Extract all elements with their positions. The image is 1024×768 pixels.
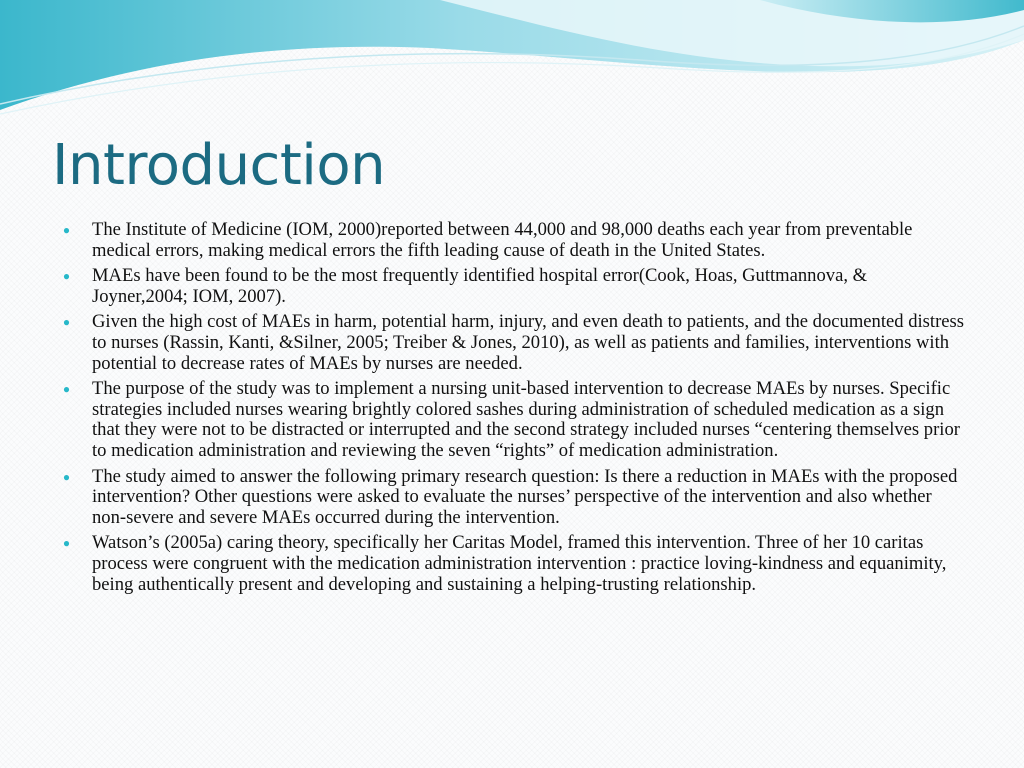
bullet-item	[60, 533, 965, 595]
bullet-icon: ●	[62, 269, 71, 284]
bullet-text: The purpose of the study was to implement a nursing unit-based intervention to decrease MAEs by nurses. Specific strategies included nurses wearing brightly colored sashes during administration of scheduled medication as a sign that they were not to be distracted or interrupted and the second strategy included nurses “centering themselves prior to medication administration and reviewing the seven “rights” of medication administration.	[92, 378, 960, 461]
slide-title: Introduction	[52, 133, 386, 198]
bullet-icon: ●	[62, 315, 71, 330]
bullet-icon: ●	[62, 382, 71, 397]
bullet-item	[60, 266, 965, 307]
bullet-icon: ●	[62, 223, 71, 237]
bullet-text: MAEs have been found to be the most frequently identified hospital error(Cook, Hoas, Guttmannova, & Joyner,2004; IOM, 2007).	[92, 265, 868, 307]
bullet-item	[60, 467, 965, 529]
header-wave-decoration	[0, 0, 1024, 120]
bullet-text: The Institute of Medicine (IOM, 2000)reported between 44,000 and 98,000 deaths each year from preventable medical errors, making medical errors the fifth leading cause of death in the United States.	[92, 219, 913, 261]
bullet-text: The study aimed to answer the following primary research question: Is there a reduction in MAEs with the proposed intervention? Other questions were asked to evaluate the nurses’ perspective of the intervention and also whether non-severe and severe MAEs occurred during the intervention.	[92, 465, 958, 528]
bullet-item	[60, 312, 965, 374]
bullet-item	[60, 379, 965, 461]
bullet-item	[60, 220, 965, 261]
bullet-icon: ●	[62, 469, 71, 484]
bullet-icon: ●	[62, 536, 71, 551]
bullet-text: Watson’s (2005a) caring theory, specifically her Caritas Model, framed this intervention. Three of her 10 caritas process were congruent with the medication administration intervention : practice loving-kindness and equanimity, being authentically present and developing and sustaining a helping-trusting relationship.	[92, 532, 947, 595]
bullet-text: Given the high cost of MAEs in harm, potential harm, injury, and even death to patients, and the documented distress to nurses (Rassin, Kanti, &Silner, 2005; Treiber & Jones, 2010), as well as patients and families, interventions with potential to decrease rates of MAEs by nurses are needed.	[92, 311, 964, 374]
bullet-list	[60, 220, 965, 600]
